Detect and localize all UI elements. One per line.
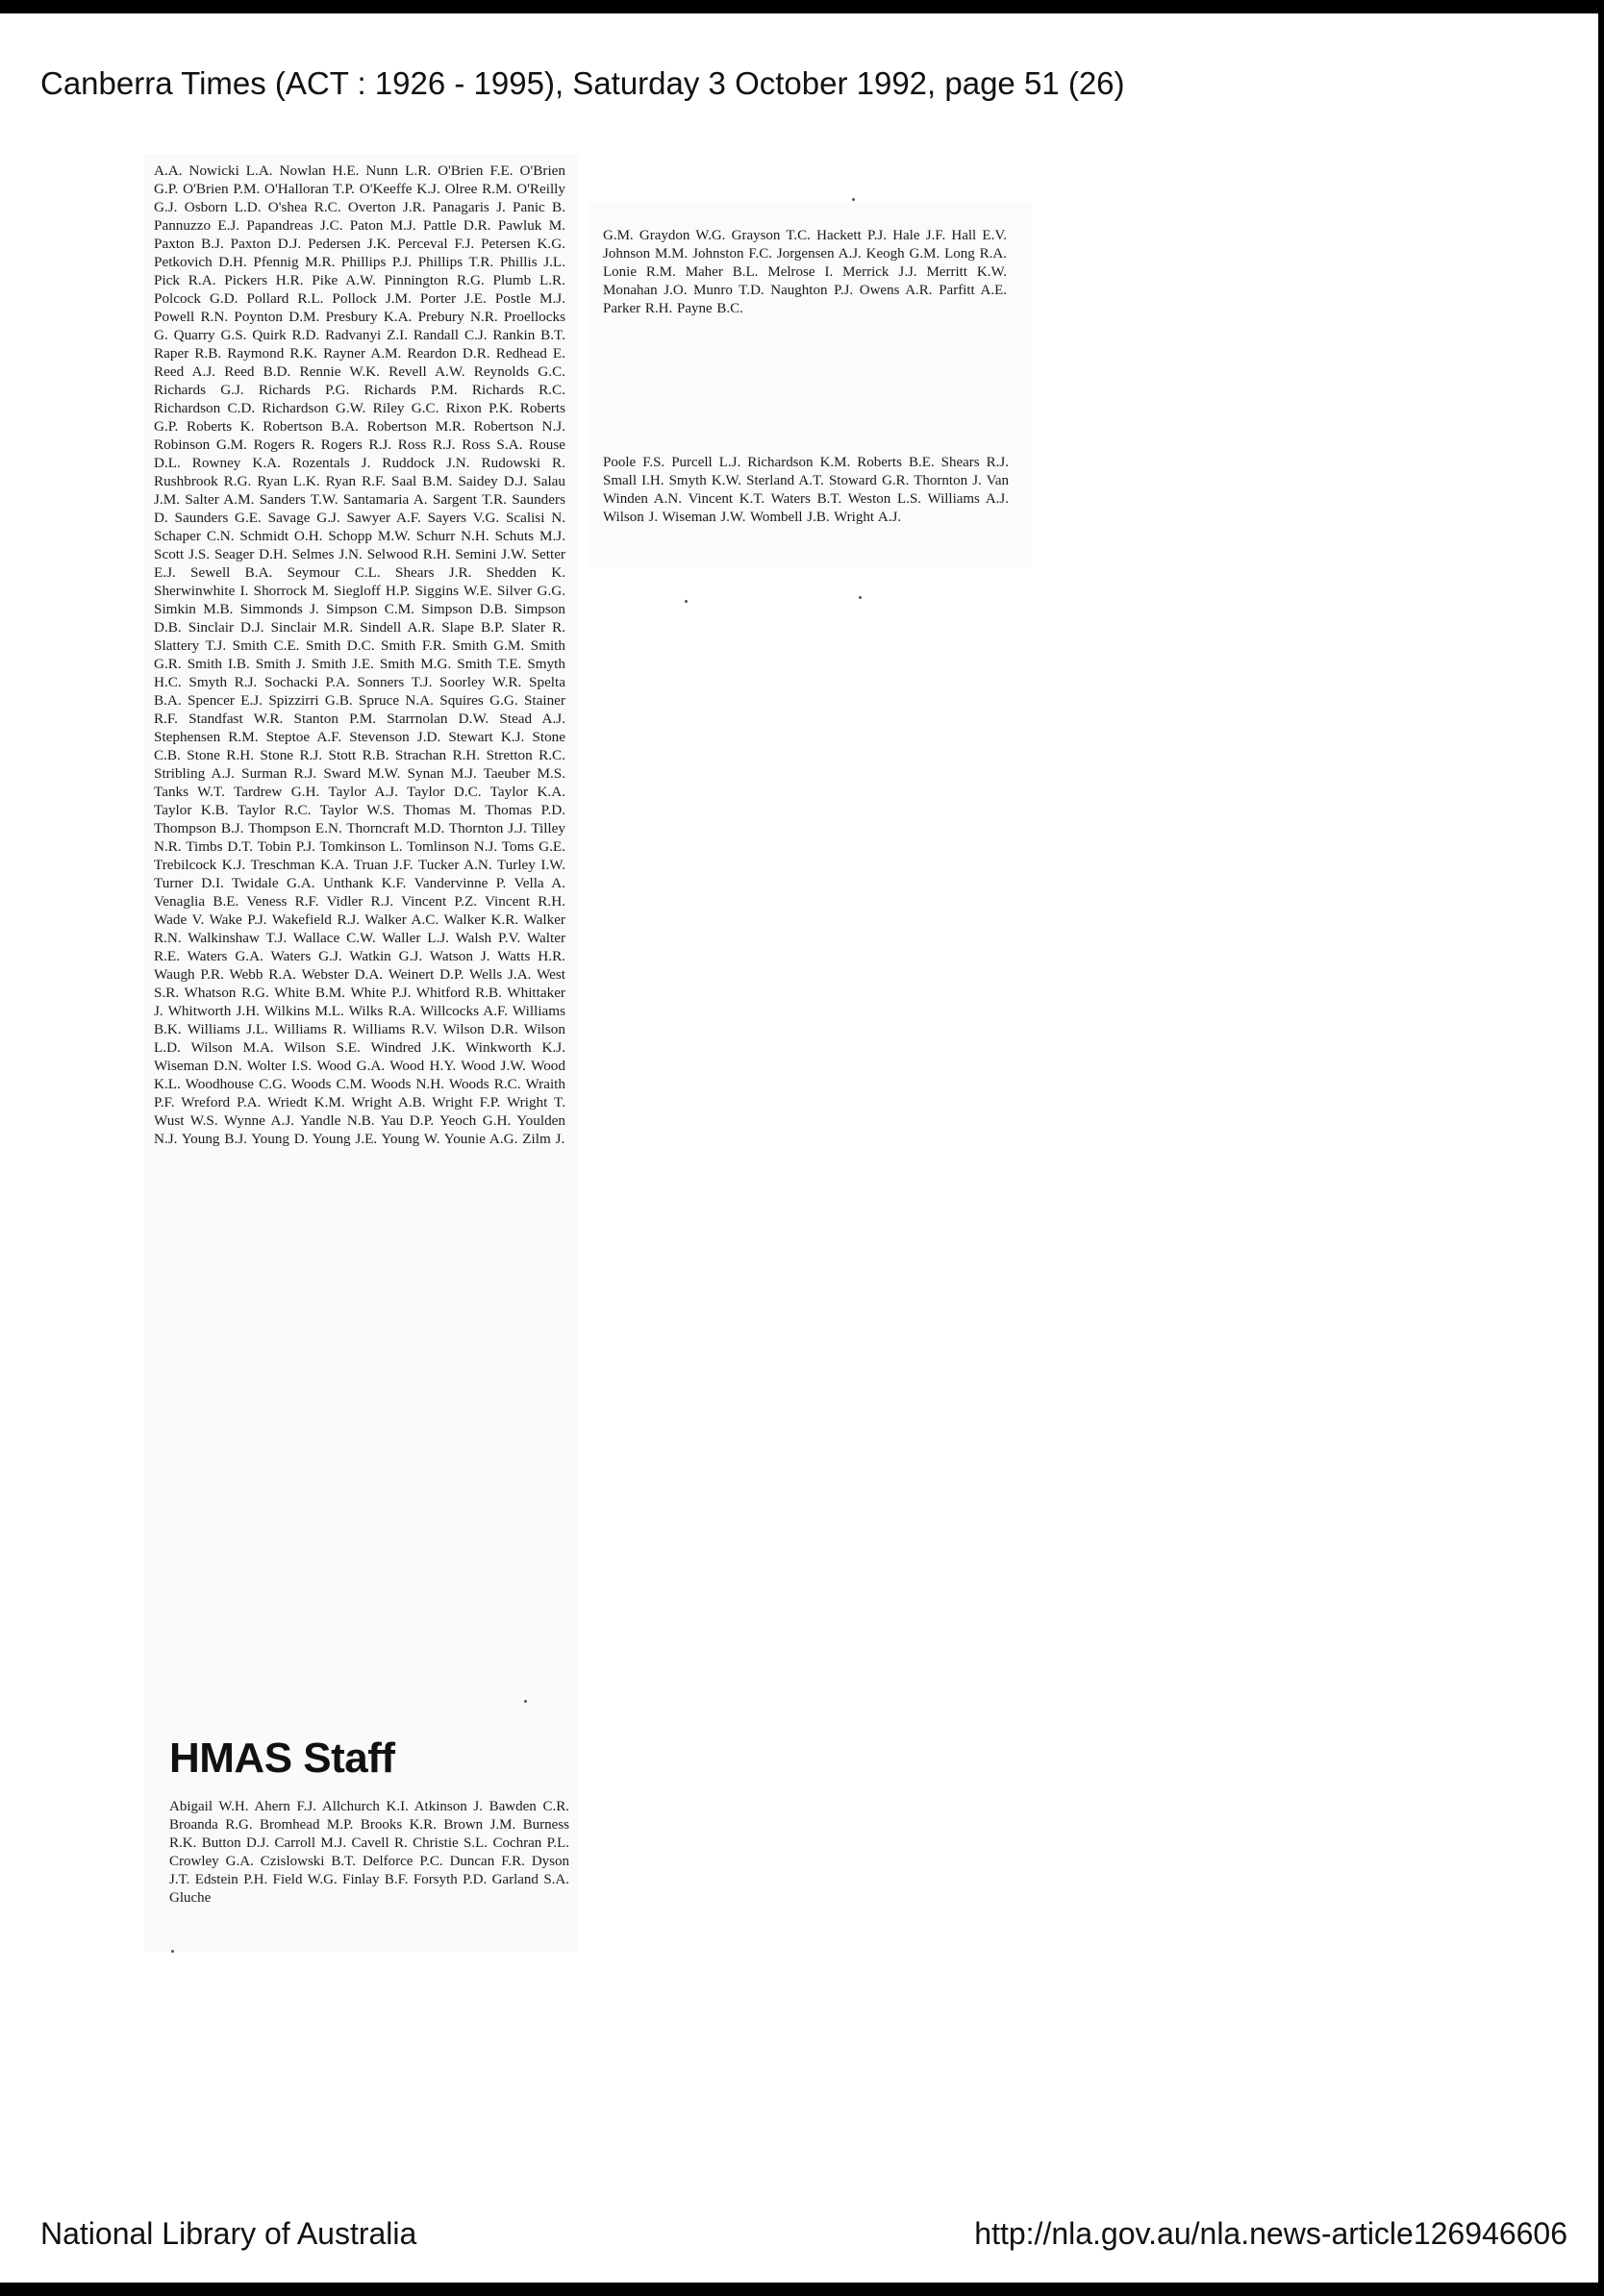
print-speck: [685, 600, 688, 603]
print-speck: [171, 1950, 174, 1953]
footer-source: National Library of Australia: [40, 2216, 417, 2251]
print-speck: [852, 198, 855, 201]
names-column-main: A.A. Nowicki L.A. Nowlan H.E. Nunn L.R. O'Brien F.E. O'Brien G.P. O'Brien P.M. O'Halloran T.P. O'Keeffe K.J. Olree R.M. O'Reilly G.J. Osborn L.D. O'shea R.C. Overton J.R. Panagaris J. Panic B. Pannuzzo E.J. Papandreas J.C. Paton M.J. Pattle D.R. Pawluk M. Paxton B.J. Paxton D.J. Pedersen J.K. Perceval F.J. Petersen K.G. Petkovich D.H. Pfennig M.R. Phillips P.J. Phillips T.R. Phillis J.L. Pick R.A. Pickers H.R. Pike A.W. Pinnington R.G. Plumb L.R. Polcock G.D. Pollard R.L. Pollock J.M. Porter J.E. Postle M.J. Powell R.N. Poynton D.M. Presbury K.A. Prebury N.R. Proellocks G. Quarry G.S. Quirk R.D. Radvanyi Z.I. Randall C.J. Rankin B.T. Raper R.B. Raymond R.K. Rayner A.M. Reardon D.R. Redhead E. Reed A.J. Reed B.D. Rennie W.K. Revell A.W. Reynolds G.C. Richards G.J. Richards P.G. Richards P.M. Richards R.C. Richardson C.D. Richardson G.W. Riley G.C. Rixon P.K. Roberts G.P. Roberts K. Robertson B.A. Robertson M.R. Robertson N.J. Robinson G.M. Rogers R. Rogers R.J. Ross R.J. Ross S.A. Rouse D.L. Rowney K.A. Rozentals J. Ruddock J.N. Rudowski R. Rushbrook R.G. Ryan L.K. Ryan R.F. Saal B.M. Saidey D.J. Salau J.M. Salter A.M. Sanders T.W. Santamaria A. Sargent T.R. Saunders D. Saunders G.E. Savage G.J. Sawyer A.F. Sayers V.G. Scalisi N. Schaper C.N. Schmidt O.H. Schopp M.W. Schurr N.H. Schuts M.J. Scott J.S. Seager D.H. Selmes J.N. Selwood R.H. Semini J.W. Setter E.J. Sewell B.A. Seymour C.L. Shears J.R. Shedden K. Sherwinwhite I. Shorrock M. Siegloff H.P. Siggins W.E. Silver G.G. Simkin M.B. Simmonds J. Simpson C.M. Simpson D.B. Simpson D.B. Sinclair D.J. Sinclair M.R. Sindell A.R. Slape B.P. Slater R. Slattery T.J. Smith C.E. Smith D.C. Smith F.R. Smith G.M. Smith G.R. Smith I.B. Smith J. Smith J.E. Smith M.G. Smith T.E. Smyth H.C. Smyth R.J. Sochacki P.A. Sonners T.J. Soorley W.R. Spelta B.A. Spencer E.J. Spizzirri G.B. Spruce N.A. Squires G.G. Stainer R.F. Standfast W.R. Stanton P.M. Starrnolan D.W. Stead A.J. Stephensen R.M. Steptoe A.F. Stevenson J.D. Stewart K.J. Stone C.B. Stone R.H. Stone R.J. Stott R.B. Strachan R.H. Stretton R.C. Stribling A.J. Surman R.J. Sward M.W. Synan M.J. Taeuber M.S. Tanks W.T. Tardrew G.H. Taylor A.J. Taylor D.C. Taylor K.A. Taylor K.B. Taylor R.C. Taylor W.S. Thomas M. Thomas P.D. Thompson B.J. Thompson E.N. Thorncraft M.D. Thornton J.J. Tilley N.R. Timbs D.T. Tobin P.J. Tomkinson L. Tomlinson N.J. Toms G.E. Trebilcock K.J. Treschman K.A. Truan J.F. Tucker A.N. Turley I.W. Turner D.I. Twidale G.A. Unthank K.F. Vandervinne P. Vella A. Venaglia B.E. Veness R.F. Vidler R.J. Vincent P.Z. Vincent R.H. Wade V. Wake P.J. Wakefield R.J. Walker A.C. Walker K.R. Walker R.N. Walkinshaw T.J. Wallace C.W. Waller L.J. Walsh P.V. Walter R.E. Waters G.A. Waters G.J. Watkin G.J. Watson J. Watts H.R. Waugh P.R. Webb R.A. Webster D.A. Weinert D.P. Wells J.A. West S.R. Whatson R.G. White B.M. White P.J. Whitford R.B. Whittaker J. Whitworth J.H. Wilkins M.L. Wilks R.A. Willcocks A.F. Williams B.K. Williams J.L. Williams R. Williams R.V. Wilson D.R. Wilson L.D. Wilson M.A. Wilson S.E. Windred J.K. Winkworth K.J. Wiseman D.N. Wolter I.S. Wood G.A. Wood H.Y. Wood J.W. Wood K.L. Woodhouse C.G. Woods C.M. Woods N.H. Woods R.C. Wraith P.F. Wreford P.A. Wriedt K.M. Wright A.B. Wright F.P. Wright T. Wust W.S. Wynne A.J. Yandle N.B. Yau D.P. Yeoch G.H. Youlden N.J. Young B.J. Young D. Young J.E. Young W. Younie A.G. Zilm J.: [154, 162, 565, 1147]
footer-url[interactable]: http://nla.gov.au/nla.news-article126946606: [974, 2216, 1567, 2251]
names-column-right-a: G.M. Graydon W.G. Grayson T.C. Hackett P.J. Hale J.F. Hall E.V. Johnson M.M. Johnston F.C. Jorgensen A.J. Keogh G.M. Long R.A. Lonie R.M. Maher B.L. Melrose I. Merrick J.J. Merritt K.W. Monahan J.O. Munro T.D. Naughton P.J. Owens A.R. Parfitt A.E. Parker R.H. Payne B.C.: [603, 228, 1007, 316]
right-border: [1598, 0, 1604, 2296]
print-speck: [859, 596, 862, 599]
top-border: [0, 0, 1604, 13]
print-speck: [524, 1700, 527, 1703]
names-column-staff: Abigail W.H. Ahern F.J. Allchurch K.I. Atkinson J. Bawden C.R. Broanda R.G. Bromhead M.P. Brooks K.R. Brown J.M. Burness R.K. Button D.J. Carroll M.J. Cavell R. Christie S.L. Cochran P.L. Crowley G.A. Czislowski B.T. Delforce P.C. Duncan F.R. Dyson J.T. Edstein P.H. Field W.G. Finlay B.F. Forsyth P.D. Garland S.A. Gluche: [169, 1799, 569, 1906]
names-column-right-b: Poole F.S. Purcell L.J. Richardson K.M. Roberts B.E. Shears R.J. Small I.H. Smyth K.W. Sterland A.T. Stoward G.R. Thornton J. Van Winden A.N. Vincent K.T. Waters B.T. Weston L.S. Williams A.J. Wilson J. Wiseman J.W. Wombell J.B. Wright A.J.: [603, 455, 1009, 525]
bottom-border: [0, 2283, 1604, 2296]
section-heading: HMAS Staff: [169, 1734, 395, 1782]
page-title: Canberra Times (ACT : 1926 - 1995), Saturday 3 October 1992, page 51 (26): [40, 65, 1125, 101]
